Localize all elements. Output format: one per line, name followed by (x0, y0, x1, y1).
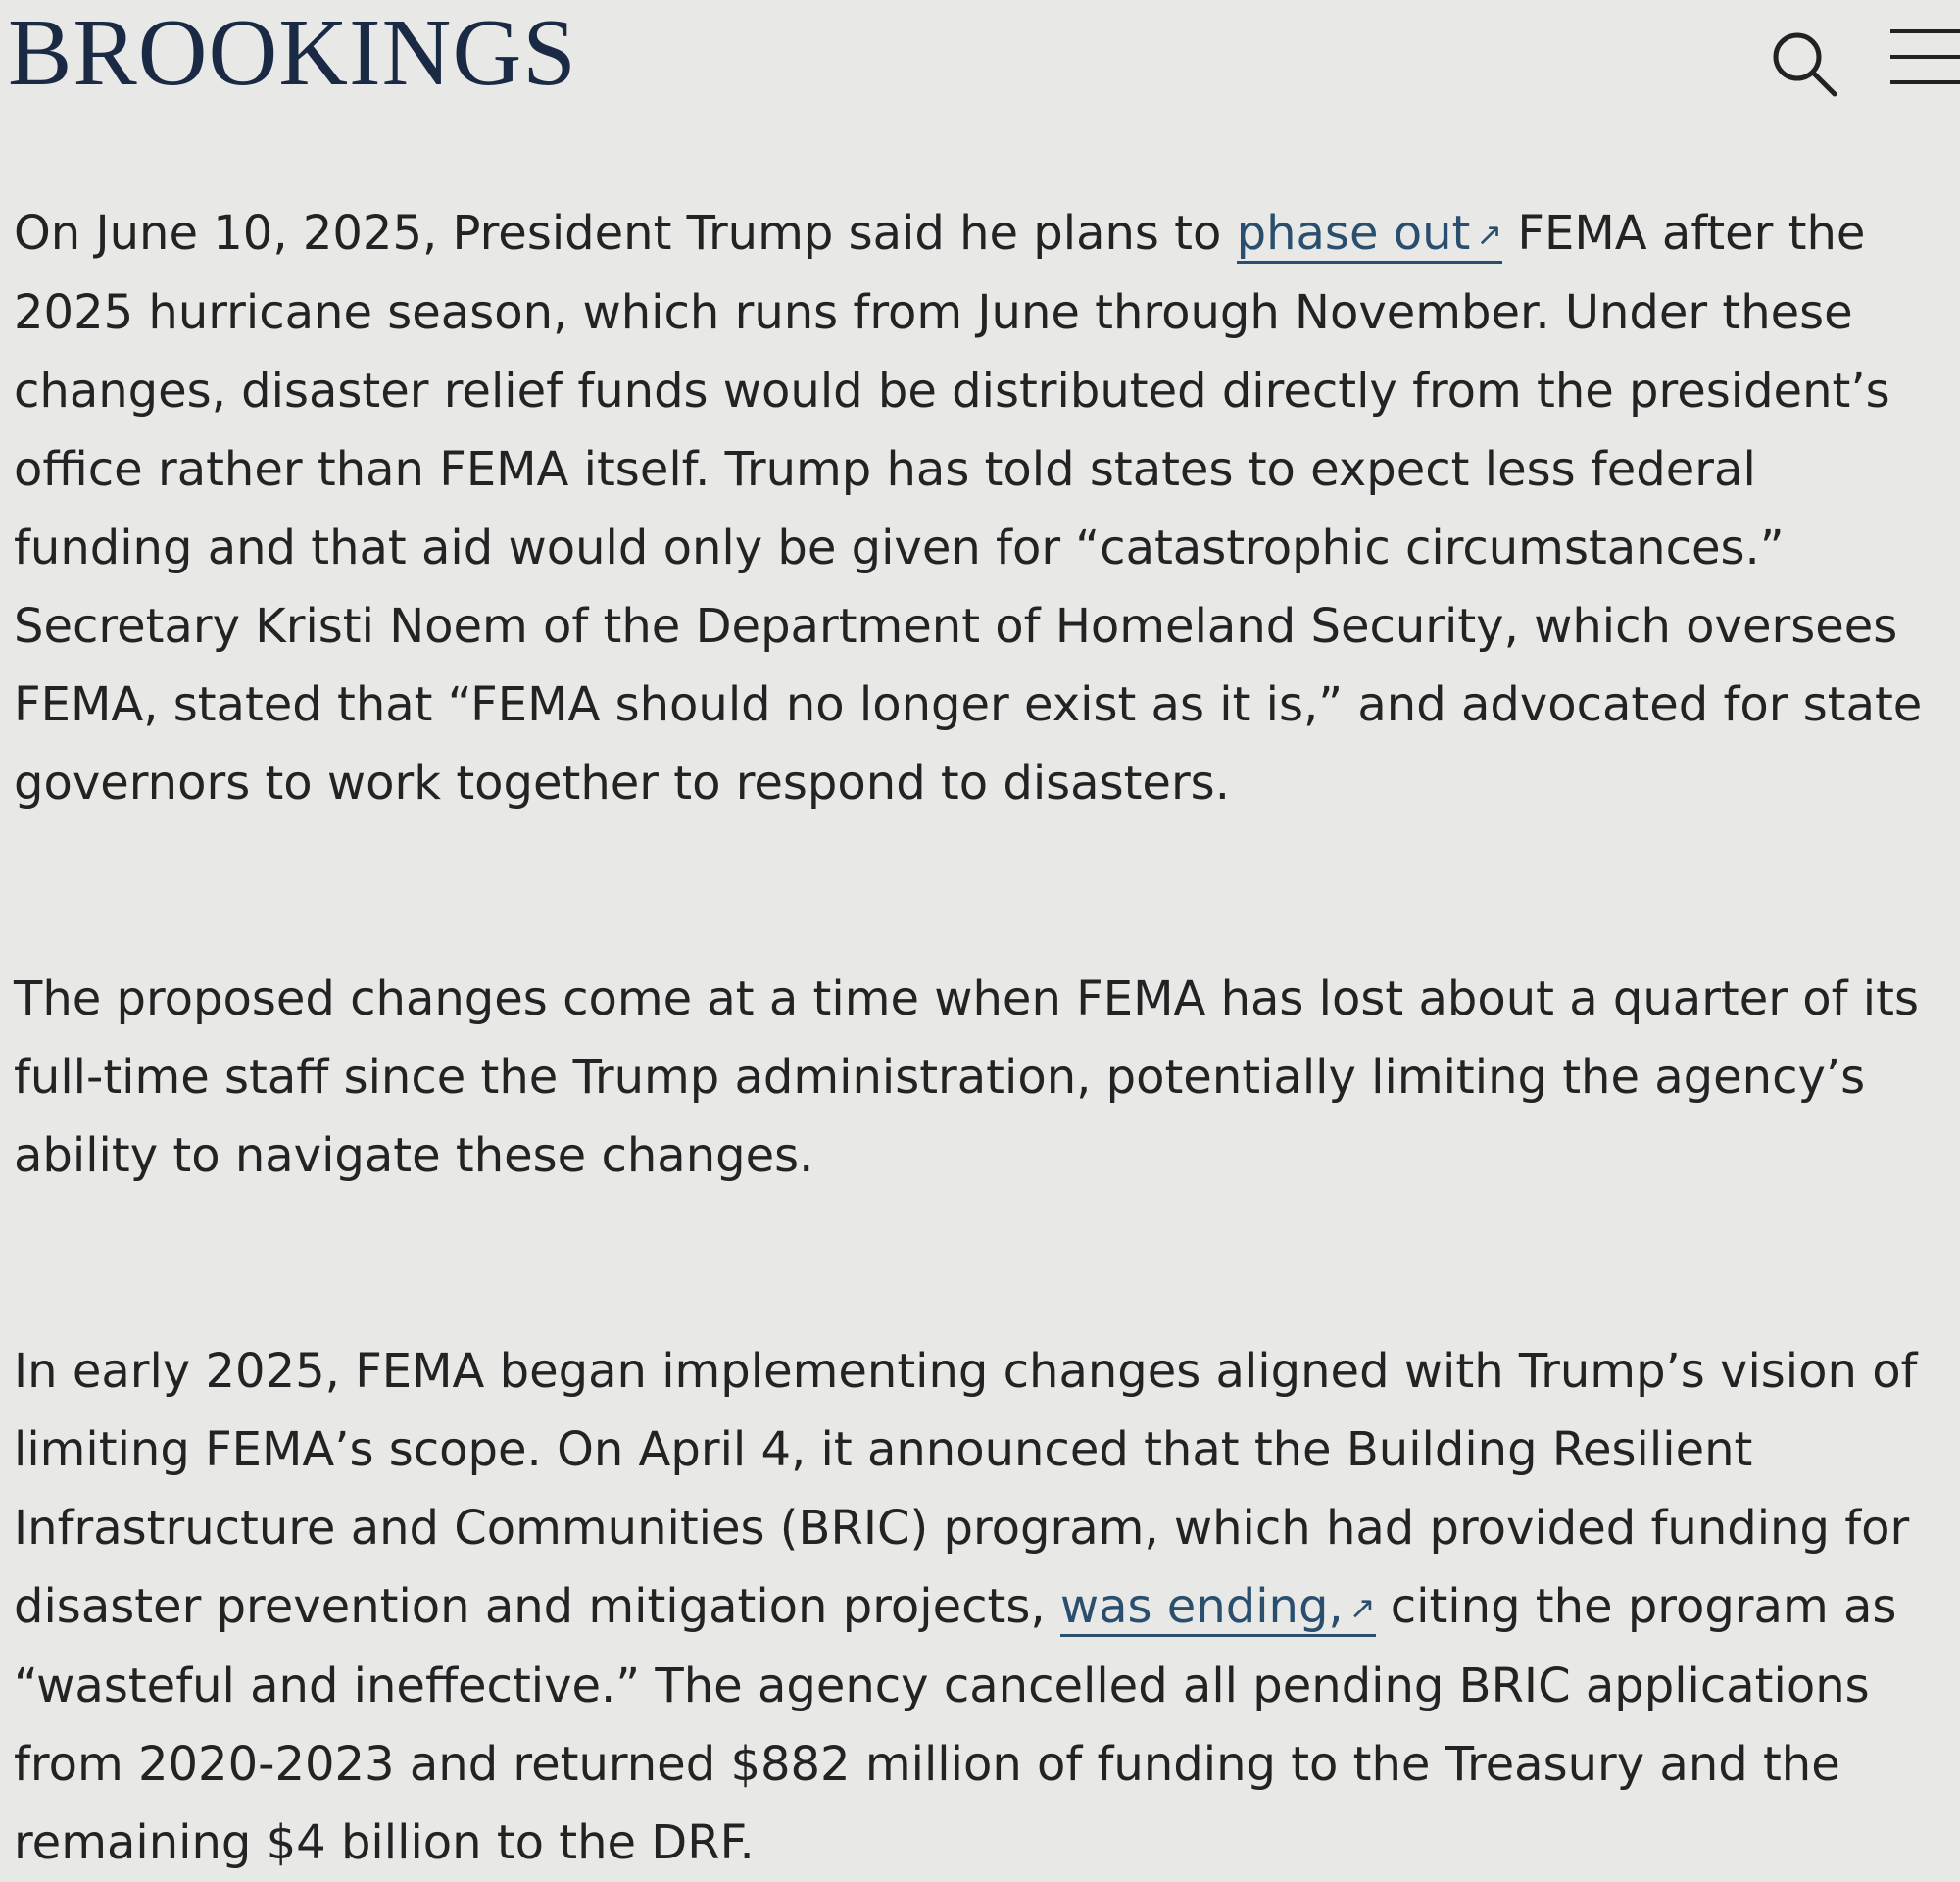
paragraph-3-text-after: citing the program as “wasteful and ineffective.” The agency cancelled all pending BRIC applications from 2020-2023 and returned $882 million of funding to the Treasury and the remaining $4 billion to the DRF. (14, 1579, 1897, 1870)
search-icon (1764, 24, 1842, 102)
paragraph-3-text-before: In early 2025, FEMA began implementing changes aligned with Trump’s vision of limiting FEMA’s scope. On April 4, it announced that the Building Resilient Infrastructure and Communities (BRIC) program, which had provided funding for disaster prevention and mitigation projects, (14, 1344, 1918, 1634)
paragraph-1-text-before: On June 10, 2025, President Trump said he plans to (14, 206, 1237, 261)
paragraph-bric-program (14, 1332, 1935, 1882)
phase-out-link[interactable] (1237, 206, 1503, 264)
article-body (14, 194, 1935, 1882)
paragraph-1-text-after: FEMA after the 2025 hurricane season, which runs from June through November. Under these changes, disaster relief funds would be distributed directly from the president’s office rather than FEMA itself. Trump has told states to expect less federal funding and that aid would only be given for “catastrophic circumstances.” Secretary Kristi Noem of the Department of Homeland Security, which oversees FEMA, stated that “FEMA should no longer exist as it is,” and advocated for state governors to work together to respond to disasters. (14, 206, 1923, 811)
was-ending-link-label: was ending, (1059, 1579, 1344, 1634)
external-link-icon: ↗ (1348, 1589, 1376, 1626)
menu-button[interactable] (1886, 24, 1960, 92)
was-ending-link[interactable] (1060, 1579, 1376, 1637)
paragraph-fema-phase-out (14, 194, 1935, 822)
brookings-logo[interactable]: BROOKINGS (8, 0, 577, 106)
phase-out-link-label: phase out (1236, 206, 1471, 261)
search-button[interactable] (1764, 24, 1842, 102)
external-link-icon: ↗ (1476, 216, 1503, 253)
site-header (0, 0, 1960, 118)
paragraph-staff-loss: The proposed changes come at a time when FEMA has lost about a quarter of its full-time staff since the Trump administration, potentially limiting the agency’s ability to navigate these changes. (14, 971, 1919, 1183)
hamburger-menu-icon (1886, 24, 1960, 92)
